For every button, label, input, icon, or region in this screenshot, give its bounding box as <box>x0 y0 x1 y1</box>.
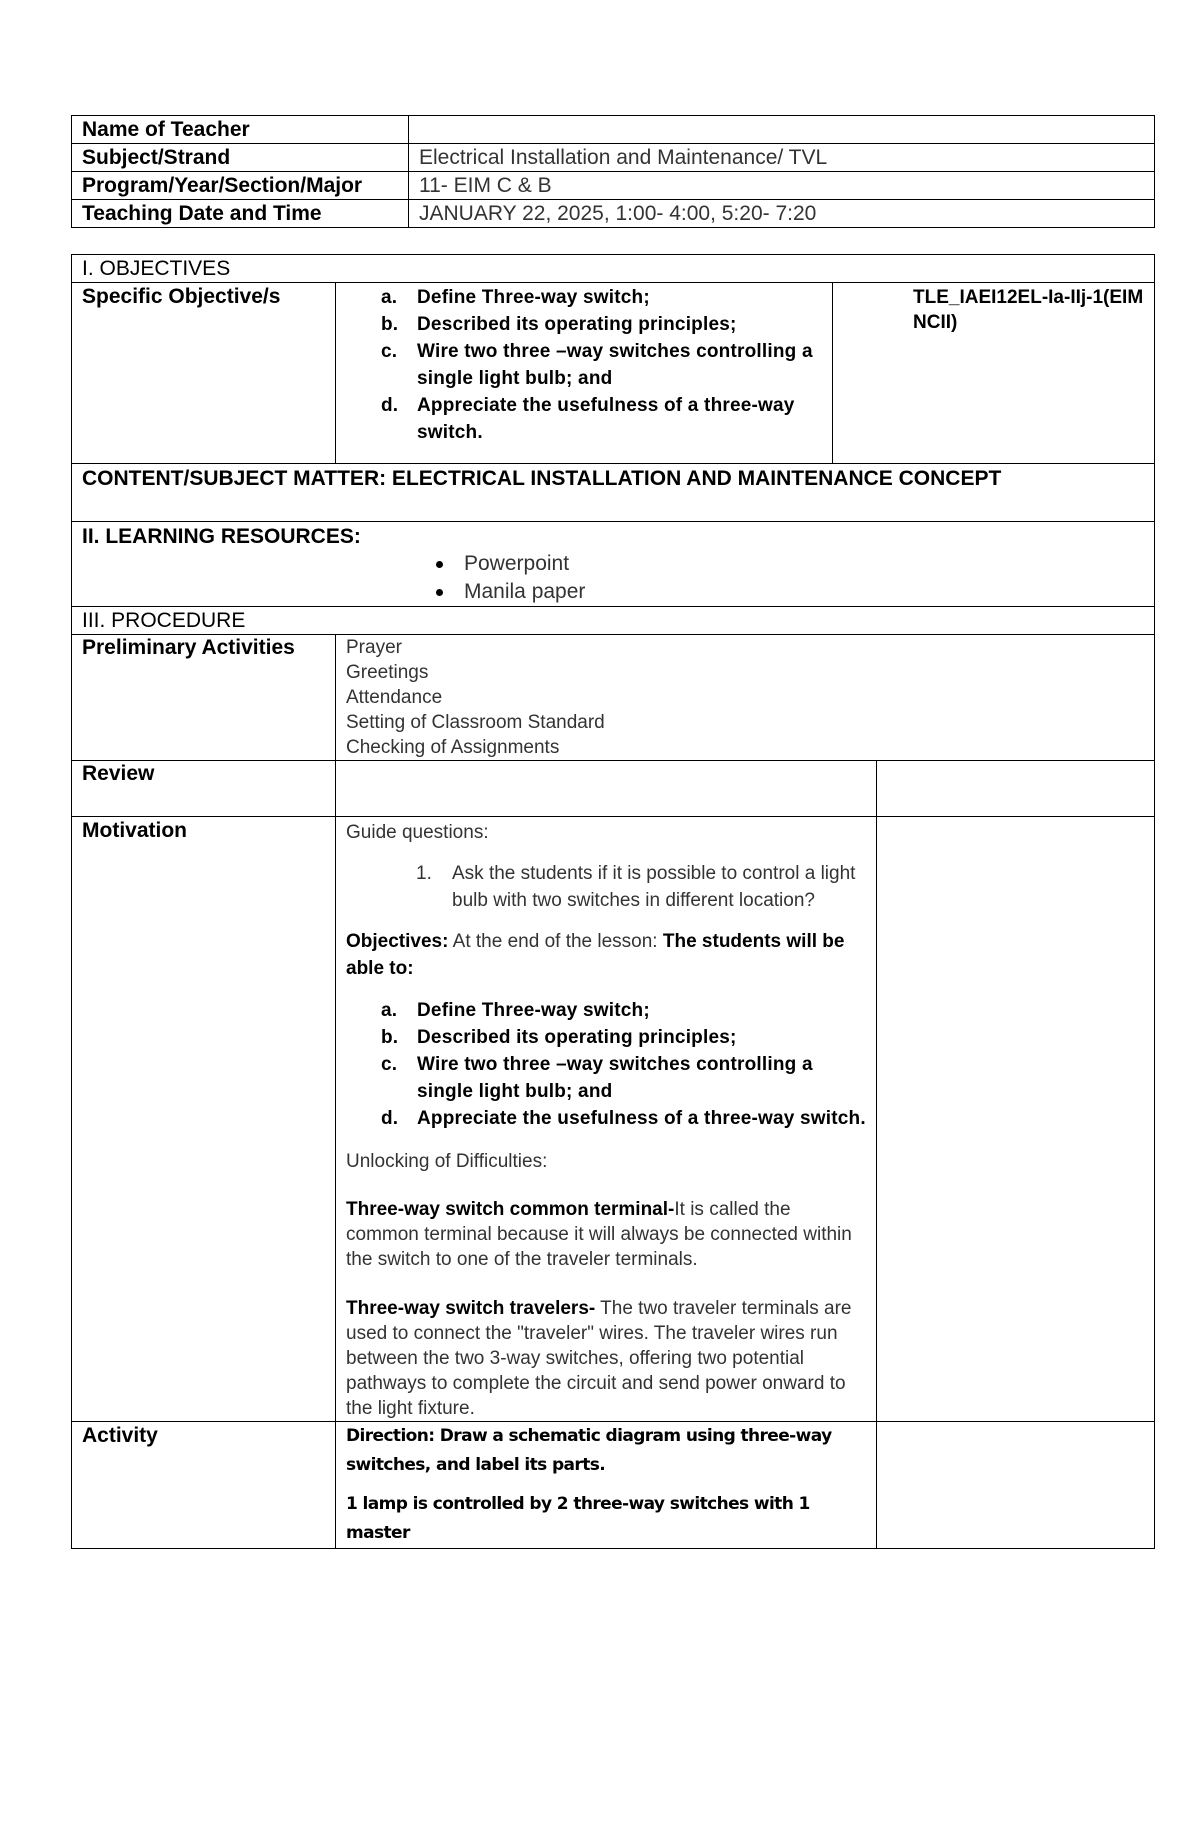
list-item: c. Wire two three –way switches controlling a single light bulb; and <box>381 1054 813 1102</box>
date-value: JANUARY 22, 2025, 1:00- 4:00, 5:20- 7:20 <box>409 200 1155 228</box>
motivation-notes-cell <box>877 817 1155 1422</box>
list-item: Prayer <box>346 637 402 658</box>
review-label: Review <box>72 761 336 817</box>
motivation-cell <box>336 817 877 1422</box>
motivation-objectives-list <box>381 997 866 1132</box>
header-row <box>72 200 1155 228</box>
objectives-list <box>381 284 822 446</box>
lesson-table <box>71 254 1155 1549</box>
list-item: Attendance <box>346 687 443 708</box>
list-item: b. Described its operating principles; <box>381 1027 737 1048</box>
list-item: d. Appreciate the usefulness of a three-way switch. <box>381 395 795 443</box>
preliminary-cell <box>336 635 1155 761</box>
activity-direction: Direction: Draw a schematic diagram using three-way switches, and label its parts. <box>346 1426 832 1475</box>
activity-label: Activity <box>72 1422 336 1549</box>
subject-label: Subject/Strand <box>72 144 409 172</box>
list-item: Checking of Assignments <box>346 737 560 758</box>
review-notes-cell <box>877 761 1155 817</box>
lesson-plan-page <box>71 115 1154 1549</box>
activity-notes-cell <box>877 1422 1155 1549</box>
list-item: Greetings <box>346 662 429 683</box>
review-content-cell <box>336 761 877 817</box>
list-item: a. Define Three-way switch; <box>381 1000 650 1021</box>
activity-cell <box>336 1422 877 1549</box>
list-item: c. Wire two three –way switches controlling a single light bulb; and <box>381 341 813 389</box>
motivation-label: Motivation <box>72 817 336 1422</box>
header-row <box>72 172 1155 200</box>
learning-resources-cell <box>72 522 1155 607</box>
term-travelers: Three-way switch travelers- The two traveler terminals are used to connect the "traveler" wires. The traveler wires run between the two 3-way switches, offering two potential pathways to complete the circuit and send power onward to the light fixture. <box>346 1298 852 1419</box>
list-item: b. Described its operating principles; <box>381 314 737 335</box>
unlocking-title: Unlocking of Difficulties: <box>346 1151 548 1172</box>
list-item: d. Appreciate the usefulness of a three-way switch. <box>381 1108 866 1129</box>
specific-objectives-label: Specific Objective/s <box>72 283 336 464</box>
motivation-objectives-intro: Objectives: At the end of the lesson: The students will be able to: <box>346 931 845 979</box>
competency-code: TLE_IAEI12EL-Ia-IIj-1(EIM NCII) <box>913 287 1144 333</box>
list-item: a. Define Three-way switch; <box>381 287 650 308</box>
guide-question: 1. Ask the students if it is possible to control a light bulb with two switches in different location? <box>416 863 856 911</box>
teacher-name-value <box>409 116 1155 144</box>
program-value: 11- EIM C & B <box>409 172 1155 200</box>
learning-resources-title: II. LEARNING RESOURCES: <box>82 525 361 548</box>
content-subject-matter: CONTENT/SUBJECT MATTER: ELECTRICAL INSTALLATION AND MAINTENANCE CONCEPT <box>72 464 1155 522</box>
objectives-title: I. OBJECTIVES <box>72 255 1155 283</box>
list-item: Setting of Classroom Standard <box>346 712 605 733</box>
header-table <box>71 115 1155 228</box>
guide-questions-title: Guide questions: <box>346 822 489 843</box>
specific-objectives-cell <box>336 283 833 464</box>
date-label: Teaching Date and Time <box>72 200 409 228</box>
header-row <box>72 116 1155 144</box>
resources-list <box>434 550 1144 606</box>
list-item: Manila paper <box>434 578 1144 606</box>
teacher-name-label: Name of Teacher <box>72 116 409 144</box>
subject-value: Electrical Installation and Maintenance/ TVL <box>409 144 1155 172</box>
procedure-title: III. PROCEDURE <box>72 607 1155 635</box>
preliminary-label: Preliminary Activities <box>72 635 336 761</box>
term-common-terminal: Three-way switch common terminal-It is called the common terminal because it will always be connected within the switch to one of the traveler terminals. <box>346 1199 852 1270</box>
activity-task: 1 lamp is controlled by 2 three-way switches with 1 master <box>346 1494 810 1543</box>
header-row <box>72 144 1155 172</box>
program-label: Program/Year/Section/Major <box>72 172 409 200</box>
list-item: Powerpoint <box>434 550 1144 578</box>
